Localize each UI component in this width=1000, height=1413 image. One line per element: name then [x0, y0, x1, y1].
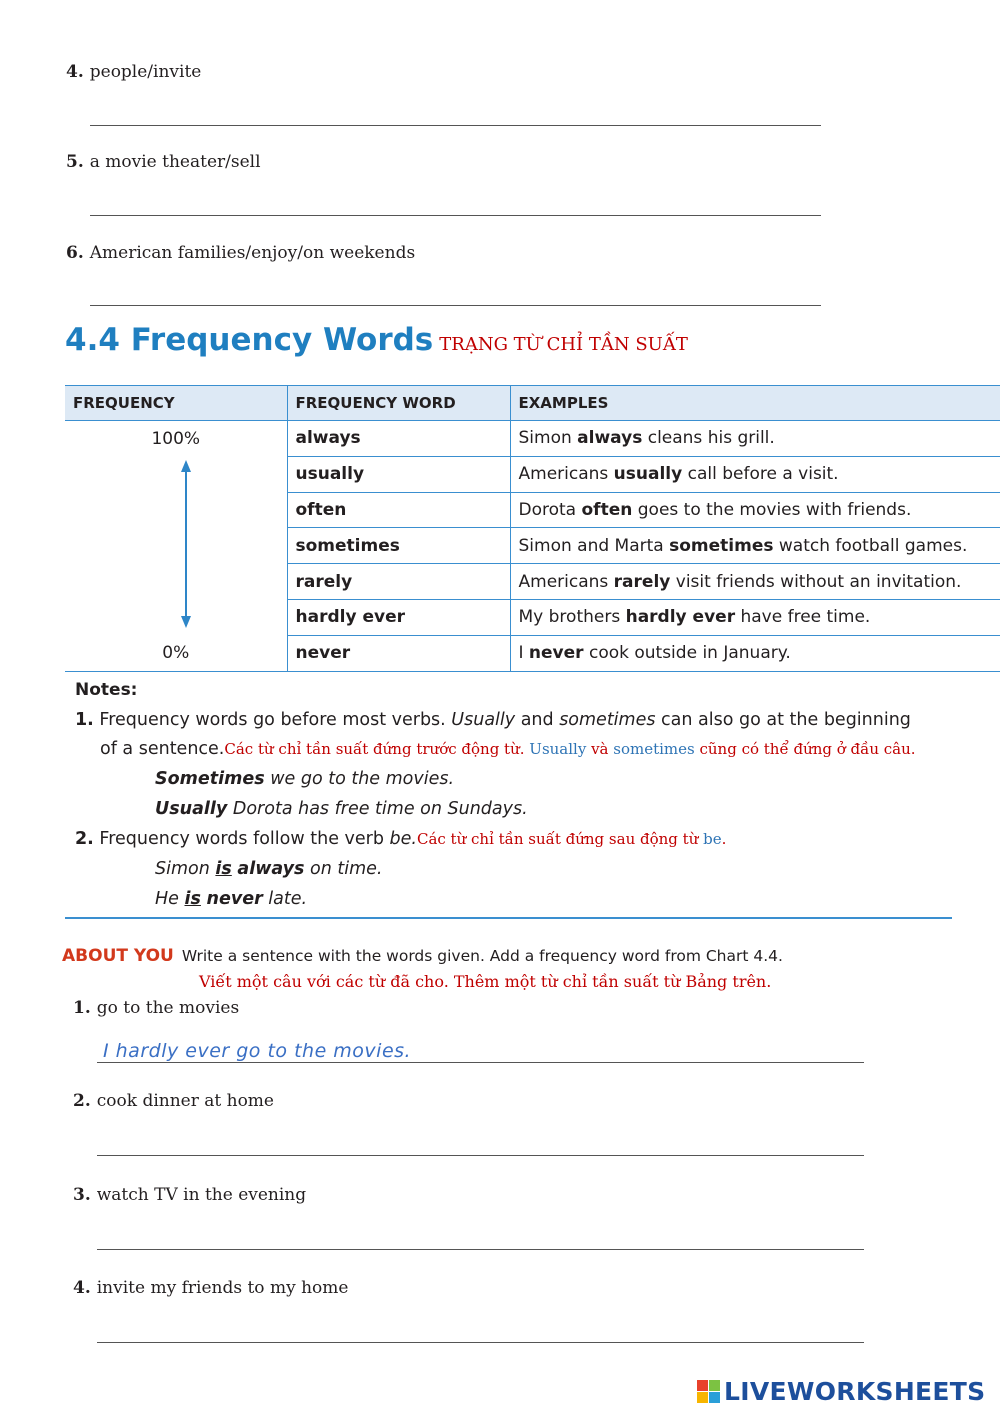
about-item-4: 4. invite my friends to my home	[73, 1278, 349, 1298]
item-number: 4.	[66, 62, 84, 82]
header-examples: EXAMPLES	[510, 386, 1000, 421]
answer-line-about-3[interactable]	[97, 1249, 864, 1250]
item-prompt: American families/enjoy/on weekends	[89, 243, 416, 263]
frequency-word: always	[287, 421, 510, 457]
table-row	[65, 635, 1000, 671]
double-vertical-arrow-icon	[168, 458, 208, 633]
frequency-word: never	[287, 635, 510, 671]
example-sentence: Simon and Marta sometimes watch football games.	[510, 528, 1000, 564]
exercise-item-4	[66, 62, 201, 82]
answer-line-about-2[interactable]	[97, 1155, 864, 1156]
section-title-vn: TRẠNG TỪ CHỈ TẦN SUẤT	[439, 334, 688, 355]
example-sentence: Americans usually call before a visit.	[510, 456, 1000, 492]
frequency-word: rarely	[287, 564, 510, 600]
note-example-3: Simon is always on time.	[155, 859, 383, 879]
item-number: 6.	[66, 243, 84, 263]
about-item-1: 1. go to the movies	[73, 998, 240, 1018]
notes-heading: Notes:	[75, 680, 138, 700]
about-you-instruction	[62, 946, 783, 966]
about-you-text: Write a sentence with the words given. Add a frequency word from Chart 4.4.	[181, 947, 783, 965]
answer-line-6[interactable]	[90, 305, 821, 306]
note-2: 2. Frequency words follow the verb be.Các từ chỉ tần suất đứng sau động từ be.	[75, 829, 727, 849]
about-item-3: 3. watch TV in the evening	[73, 1185, 307, 1205]
liveworksheets-logo[interactable]	[697, 1377, 985, 1406]
item-number: 5.	[66, 152, 84, 172]
example-sentence: Simon always cleans his grill.	[510, 421, 1000, 457]
table-row	[65, 421, 1000, 457]
note-1-cont: of a sentence.Các từ chỉ tần suất đứng trước động từ. Usually và sometimes cũng có thể đứng ở đầu câu.	[100, 739, 916, 759]
liveworksheets-logo-icon	[697, 1380, 721, 1404]
frequency-word: usually	[287, 456, 510, 492]
frequency-top-label: 100%	[151, 428, 201, 449]
about-you-instruction-vn: Viết một câu với các từ đã cho. Thêm một từ chỉ tần suất từ Bảng trên.	[199, 972, 772, 991]
about-you-tag: ABOUT YOU	[62, 946, 174, 966]
note-example-4: He is never late.	[155, 889, 308, 909]
table-header-row	[65, 386, 1000, 421]
exercise-item-6	[66, 243, 415, 263]
answer-line-5[interactable]	[90, 215, 821, 216]
liveworksheets-logo-text: LIVEWORKSHEETS	[724, 1377, 986, 1406]
section-title	[65, 322, 688, 358]
sample-answer: I hardly ever go to the movies.	[103, 1040, 412, 1062]
item-prompt: people/invite	[89, 62, 202, 82]
example-sentence: Dorota often goes to the movies with friends.	[510, 492, 1000, 528]
answer-line-4[interactable]	[90, 125, 821, 126]
frequency-word: sometimes	[287, 528, 510, 564]
header-frequency: FREQUENCY	[65, 386, 287, 421]
frequency-word: hardly ever	[287, 599, 510, 635]
section-title-en: 4.4 Frequency Words	[65, 322, 434, 358]
section-divider	[65, 917, 952, 919]
frequency-bottom-label: 0%	[65, 635, 287, 671]
example-sentence: My brothers hardly ever have free time.	[510, 599, 1000, 635]
note-1-vn: Các từ chỉ tần suất đứng trước động từ.	[224, 740, 530, 758]
item-prompt: a movie theater/sell	[89, 152, 261, 172]
note-example-1: Sometimes we go to the movies.	[155, 769, 455, 789]
header-frequency-word: FREQUENCY WORD	[287, 386, 510, 421]
frequency-word: often	[287, 492, 510, 528]
answer-line-about-4[interactable]	[97, 1342, 864, 1343]
exercise-item-5	[66, 152, 261, 172]
note-example-2: Usually Dorota has free time on Sundays.	[155, 799, 528, 819]
example-sentence: I never cook outside in January.	[510, 635, 1000, 671]
about-item-2: 2. cook dinner at home	[73, 1091, 274, 1111]
note-1: 1. Frequency words go before most verbs. Usually and sometimes can also go at the beginning	[75, 710, 911, 730]
note-2-vn: Các từ chỉ tần suất đứng sau động từ	[416, 830, 704, 848]
example-sentence: Americans rarely visit friends without an invitation.	[510, 564, 1000, 600]
answer-line-about-1[interactable]	[97, 1062, 864, 1063]
